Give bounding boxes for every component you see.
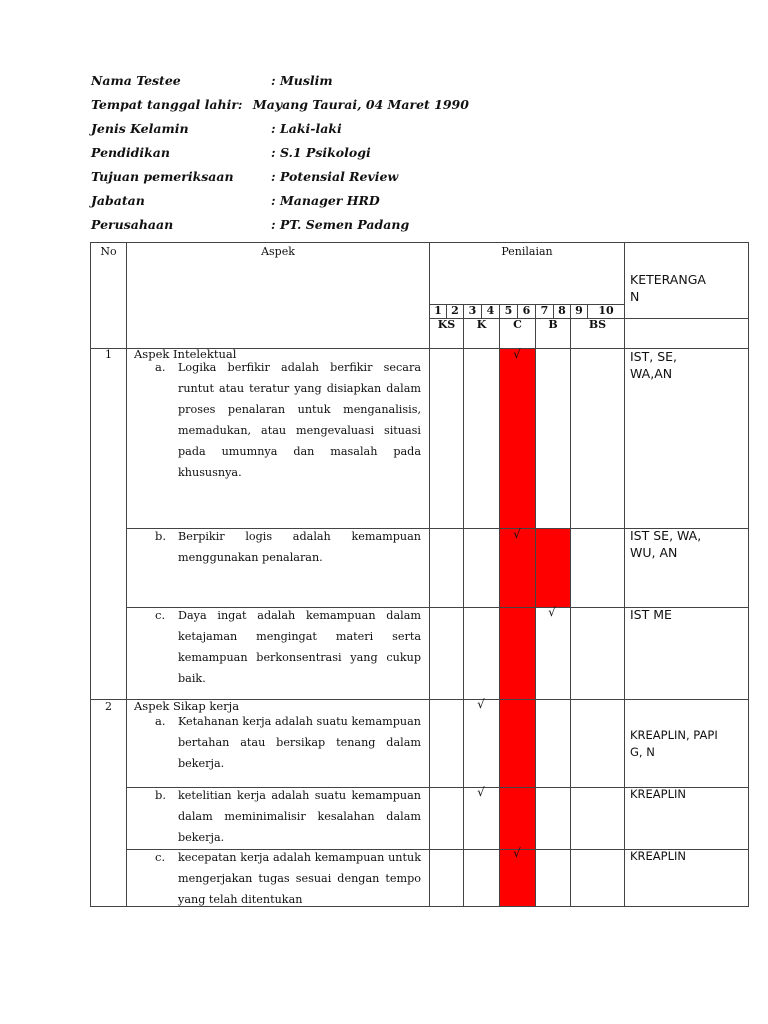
item-text: Logika berfikir adalah berfikir secara runtut atau teratur yang disiapkan dalam proses penalaran untuk menganalisis, memadukan, atau mengevaluasi situasi pada umumnya dan masalah pada khususnya.	[178, 361, 421, 479]
highlight-cell	[499, 608, 535, 906]
section-number: 1	[105, 348, 112, 361]
section-title: Aspek Sikap kerja	[134, 699, 240, 713]
field-ttl-value: Mayang Taurai, 04 Maret 1990	[252, 97, 469, 112]
field-jk-value: : Laki-laki	[271, 121, 342, 136]
field-pendidikan-value: : S.1 Psikologi	[271, 145, 371, 160]
item-keterangan: KREAPLIN	[630, 787, 687, 801]
check-mark: √	[513, 527, 521, 541]
check-mark: √	[513, 347, 521, 361]
section-title: Aspek Intelektual	[134, 347, 237, 361]
scale-number: 10	[598, 304, 614, 317]
check-mark: √	[477, 785, 485, 799]
item-keterangan: IST ME	[630, 607, 672, 622]
field-jk-label: Jenis Kelamin	[91, 121, 189, 136]
check-mark: √	[477, 697, 485, 711]
col-header-no: No	[100, 245, 117, 258]
item-text: kecepatan kerja adalah kemampuan untuk mengerjakan tugas sesuai dengan tempo yang telah ditentukan	[178, 851, 421, 906]
scale-number: 1	[434, 304, 442, 317]
scale-group-ks: KS	[437, 318, 456, 331]
item-keterangan: KREAPLIN, PAPI G, N	[630, 728, 718, 759]
scale-group-k: K	[476, 318, 487, 331]
check-mark: √	[513, 846, 521, 860]
field-jabatan-value: : Manager HRD	[271, 193, 380, 208]
scale-number: 7	[540, 304, 549, 317]
field-nama-label: Nama Testee	[91, 73, 181, 88]
scale-group-c: C	[513, 318, 522, 331]
field-ttl-label: Tempat tanggal lahir:	[91, 97, 243, 112]
section-number: 2	[105, 700, 112, 713]
scale-number: 5	[504, 304, 513, 317]
scale-number: 8	[558, 304, 566, 317]
item-letter: b.	[155, 529, 167, 543]
item-keterangan: KREAPLIN	[630, 849, 687, 863]
scale-number: 2	[451, 304, 459, 317]
col-header-keterangan: KETERANGA N	[630, 272, 706, 304]
scale-number: 4	[486, 304, 495, 317]
col-header-penilaian: Penilaian	[501, 245, 553, 258]
item-letter: a.	[155, 714, 166, 728]
scale-group-bs: BS	[588, 318, 607, 331]
item-letter: b.	[155, 788, 167, 802]
item-keterangan: IST, SE, WA,AN	[630, 349, 678, 381]
item-text: ketelitian kerja adalah suatu kemampuan dalam meminimalisir kesalahan dalam bekerja.	[178, 789, 421, 844]
scale-number: 6	[522, 304, 531, 317]
field-jabatan-label: Jabatan	[91, 193, 145, 208]
highlight-cell	[499, 349, 535, 608]
item-text: Daya ingat adalah kemampuan dalam ketajaman mengingat materi serta kemampuan berkonsentrasi yang cukup baik.	[178, 609, 421, 685]
item-letter: c.	[155, 608, 166, 622]
scale-number: 9	[575, 304, 583, 317]
scale-group-b: B	[548, 318, 558, 331]
field-tujuan-value: : Potensial Review	[271, 169, 399, 184]
field-nama-value: : Muslim	[271, 73, 333, 88]
field-tujuan-label: Tujuan pemeriksaan	[91, 169, 234, 184]
field-perusahaan-value: : PT. Semen Padang	[271, 217, 410, 232]
item-letter: c.	[155, 850, 166, 864]
scale-number: 3	[468, 304, 477, 317]
item-text: Berpikir logis adalah kemampuan menggunakan penalaran.	[178, 530, 421, 564]
check-mark: √	[548, 605, 556, 619]
item-text: Ketahanan kerja adalah suatu kemampuan bertahan atau bersikap tenang dalam bekerja.	[178, 715, 421, 770]
item-letter: a.	[155, 360, 166, 374]
field-pendidikan-label: Pendidikan	[91, 145, 170, 160]
highlight-cell	[535, 529, 570, 608]
field-perusahaan-label: Perusahaan	[91, 217, 174, 232]
item-keterangan: IST SE, WA, WU, AN	[630, 528, 702, 560]
col-header-aspek: Aspek	[261, 245, 295, 258]
